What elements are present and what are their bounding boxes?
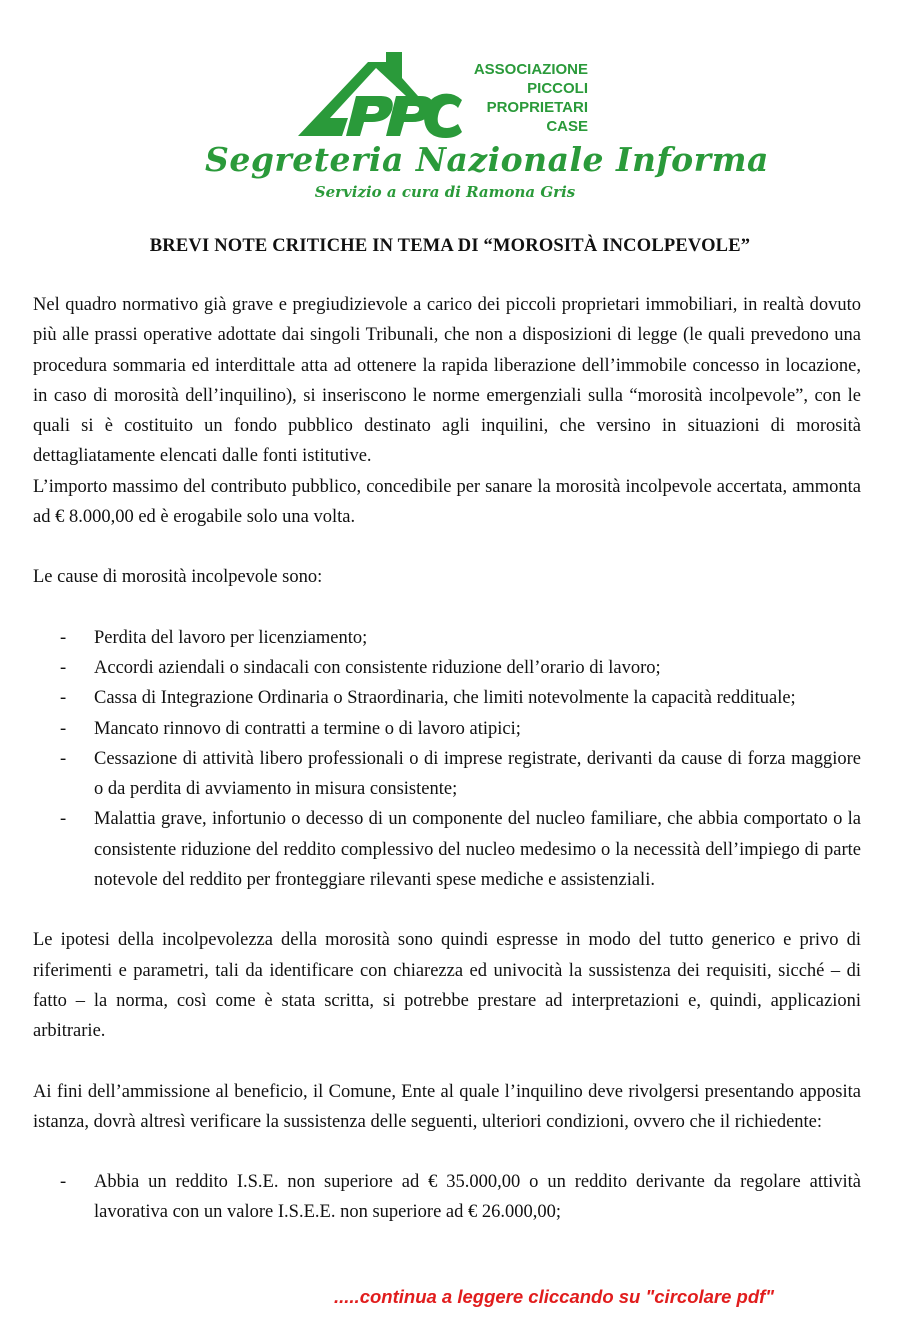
causes-intro: Le cause di morosità incolpevole sono: — [33, 567, 323, 588]
list-item: - Cassa di Integrazione Ordinaria o Straordinaria, che limiti notevolmente la capacità reddituale; — [60, 688, 796, 709]
servizio-subheading: Servizio a cura di Ramona Gris — [314, 183, 576, 201]
list-item: - Mancato rinnovo di contratti a termine o di lavoro atipici; — [60, 718, 521, 739]
conditions-list — [33, 1167, 861, 1228]
paragraph-ipotesi: Le ipotesi della incolpevolezza della morosità sono quindi espresse in modo del tutto generico e privo di riferimenti e parametri, tali da identificare con chiarezza ed univocità la sussistenza dei requisiti, sicché – di fatto – la norma, così come è stata scritta, si potrebbe prestare ad interpretazioni e, quindi, applicazioni arbitrarie. — [33, 930, 861, 1042]
paragraph-importo: L’importo massimo del contributo pubblico, concedibile per sanare la morosità incolpevole accertata, ammonta ad € 8.000,00 ed è erogabile solo una volta. — [33, 476, 861, 528]
segreteria-heading: Segreteria Nazionale Informa — [205, 140, 769, 179]
causes-list — [33, 623, 861, 896]
logo-monogram: APPC — [290, 48, 293, 49]
association-line: ASSOCIAZIONE — [473, 61, 588, 78]
association-line: CASE — [546, 118, 588, 135]
list-item: - Accordi aziendali o sindacali con consistente riduzione dell’orario di lavoro; — [60, 657, 661, 678]
header — [0, 0, 900, 215]
document-title: BREVI NOTE CRITICHE IN TEMA DI “MOROSITÀ INCOLPEVOLE” — [149, 236, 751, 256]
association-line: PROPRIETARI — [486, 99, 588, 116]
document-body — [33, 290, 861, 1228]
association-name — [468, 60, 588, 136]
list-item: - Malattia grave, infortunio o decesso di un componente del nucleo familiare, che abbia comportato o la consistente riduzione del reddito complessivo del nucleo medesimo o la necessità dell’impiego di parte notevole del reddito per fronteggiare rilevanti spese mediche e assistenziali. — [60, 809, 861, 891]
appc-house-logo — [290, 48, 465, 140]
list-item: - Perdita del lavoro per licenziamento; — [60, 627, 368, 648]
association-line: PICCOLI — [527, 80, 588, 97]
list-item: - Abbia un reddito I.S.E. non superiore ad € 35.000,00 o un reddito derivante da regolare attività lavorativa con un valore I.S.E.E. non superiore ad € 26.000,00; — [60, 1172, 861, 1223]
list-item: - Cessazione di attività libero professionali o di imprese registrate, derivanti da cause di forza maggiore o da perdita di avviamento in misura consistente; — [60, 748, 861, 800]
paragraph-ammissione: Ai fini dell’ammissione al beneficio, il Comune, Ente al quale l’inquilino deve rivolgersi presentando apposita istanza, dovrà altresì verificare la sussistenza delle seguenti, ulteriori condizioni, ovvero che il richiedente: — [33, 1081, 861, 1132]
continue-reading-link[interactable]: .....continua a leggere cliccando su "circolare pdf" — [334, 1286, 775, 1307]
paragraph-intro: Nel quadro normativo già grave e pregiudizievole a carico dei piccoli proprietari immobiliari, in realtà dovuto più alle prassi operative adottate dai singoli Tribunali, che non a disposizioni di legge (le quali prevedono una procedura sommaria ed interdittale atta ad ottenere la rapida liberazione dell’immobile concesso in locazione, in caso di morosità dell’inquilino), si inseriscono le norme emergenziali sulla “morosità incolpevole”, con le quali si è costituito un fondo pubblico destinato agli inquilini, che versino in situazioni di morosità dettagliatamente elencati dalle fonti istitutive. — [33, 295, 861, 467]
